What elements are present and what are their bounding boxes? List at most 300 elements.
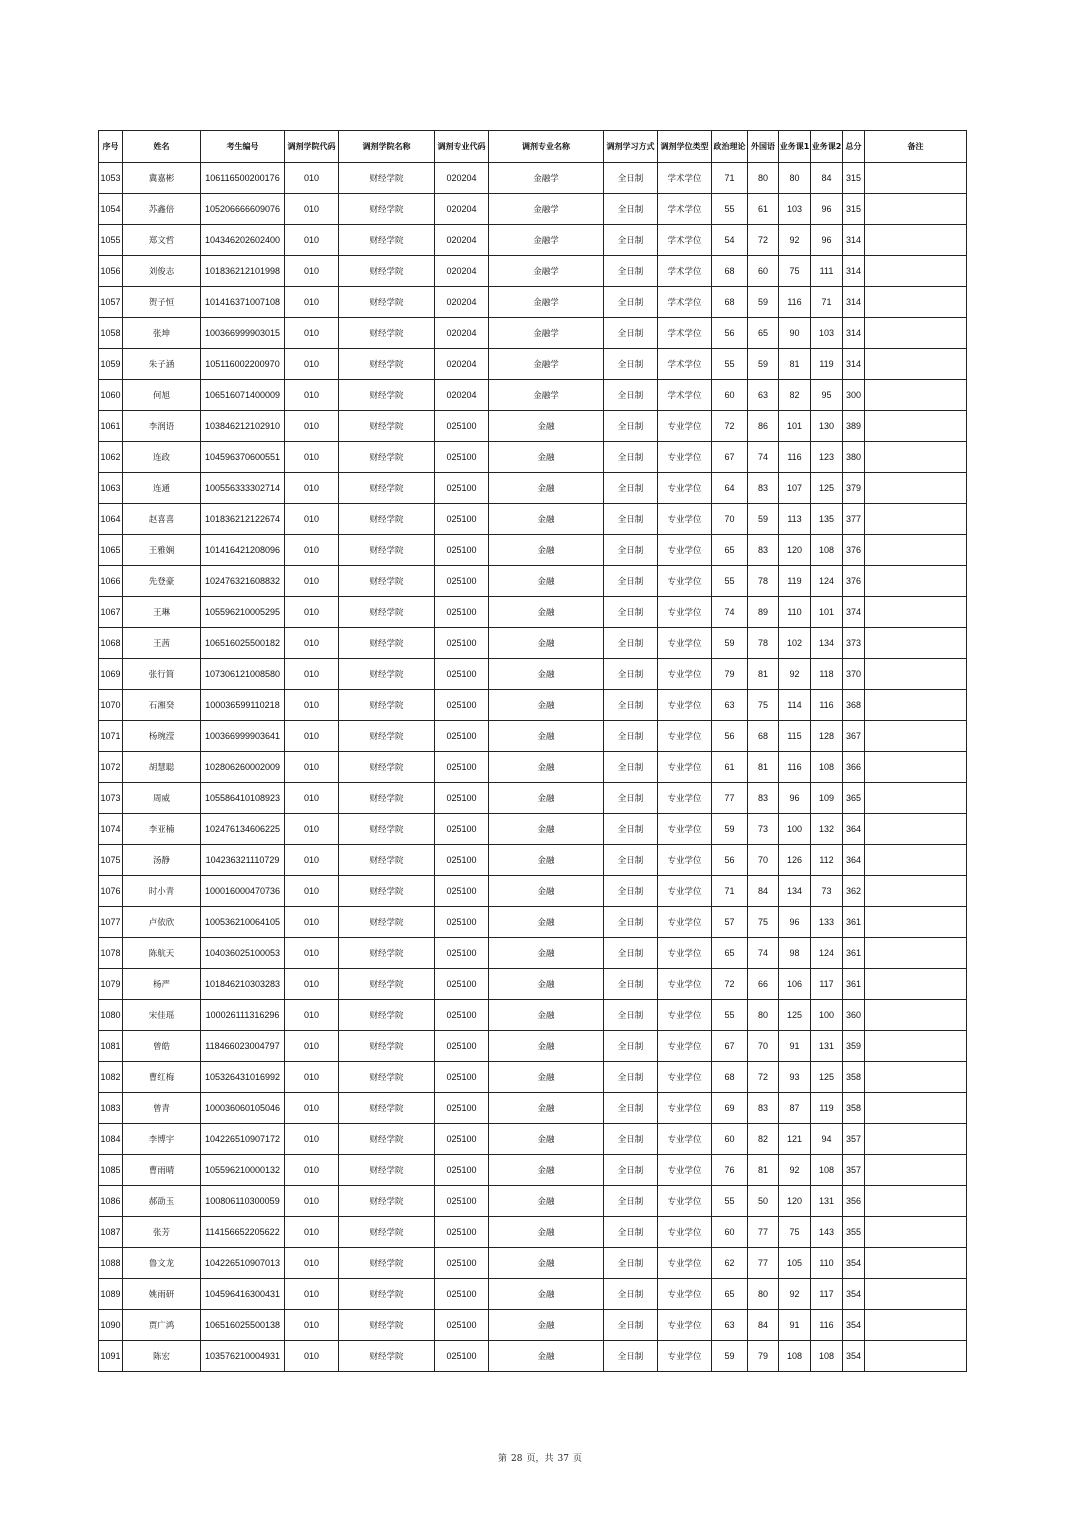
cell-remarks — [865, 1062, 967, 1093]
cell-college-name: 财经学院 — [339, 256, 435, 287]
cell-study-mode: 全日制 — [604, 1124, 658, 1155]
cell-degree-type: 专业学位 — [658, 876, 712, 907]
cell-politics: 65 — [712, 1279, 748, 1310]
cell-seq: 1053 — [99, 163, 123, 194]
cell-remarks — [865, 721, 967, 752]
cell-course-2: 135 — [811, 504, 843, 535]
cell-major-name: 金融学 — [489, 225, 604, 256]
cell-major-code: 025100 — [435, 566, 489, 597]
cell-study-mode: 全日制 — [604, 1279, 658, 1310]
cell-major-name: 金融 — [489, 876, 604, 907]
cell-major-code: 025100 — [435, 969, 489, 1000]
cell-politics: 56 — [712, 845, 748, 876]
cell-remarks — [865, 1093, 967, 1124]
cell-major-code: 025100 — [435, 690, 489, 721]
cell-major-code: 025100 — [435, 473, 489, 504]
cell-major-name: 金融 — [489, 783, 604, 814]
cell-college-name: 财经学院 — [339, 318, 435, 349]
cell-seq: 1055 — [99, 225, 123, 256]
cell-exam-id: 100366999903641 — [201, 721, 285, 752]
cell-politics: 60 — [712, 1217, 748, 1248]
cell-foreign-lang: 79 — [748, 1341, 779, 1372]
cell-politics: 70 — [712, 504, 748, 535]
cell-course-2: 110 — [811, 1248, 843, 1279]
cell-name: 卢依欣 — [123, 907, 201, 938]
cell-name: 周威 — [123, 783, 201, 814]
admissions-table — [98, 130, 967, 1372]
cell-politics: 79 — [712, 659, 748, 690]
cell-politics: 72 — [712, 969, 748, 1000]
cell-remarks — [865, 225, 967, 256]
cell-exam-id: 107306121008580 — [201, 659, 285, 690]
cell-total: 389 — [843, 411, 865, 442]
cell-seq: 1079 — [99, 969, 123, 1000]
cell-foreign-lang: 80 — [748, 163, 779, 194]
cell-major-name: 金融 — [489, 442, 604, 473]
cell-foreign-lang: 78 — [748, 628, 779, 659]
cell-college-code: 010 — [285, 1000, 339, 1031]
cell-course-2: 71 — [811, 287, 843, 318]
cell-degree-type: 专业学位 — [658, 721, 712, 752]
cell-remarks — [865, 163, 967, 194]
cell-foreign-lang: 61 — [748, 194, 779, 225]
cell-major-name: 金融 — [489, 814, 604, 845]
table-row — [99, 783, 967, 814]
cell-degree-type: 专业学位 — [658, 1062, 712, 1093]
cell-major-name: 金融 — [489, 566, 604, 597]
cell-seq: 1075 — [99, 845, 123, 876]
cell-name: 贾广鸿 — [123, 1310, 201, 1341]
cell-foreign-lang: 70 — [748, 845, 779, 876]
cell-politics: 55 — [712, 1186, 748, 1217]
cell-study-mode: 全日制 — [604, 783, 658, 814]
cell-remarks — [865, 1310, 967, 1341]
cell-major-name: 金融 — [489, 597, 604, 628]
cell-study-mode: 全日制 — [604, 752, 658, 783]
cell-study-mode: 全日制 — [604, 814, 658, 845]
cell-study-mode: 全日制 — [604, 845, 658, 876]
cell-name: 先登豪 — [123, 566, 201, 597]
cell-major-code: 020204 — [435, 225, 489, 256]
cell-study-mode: 全日制 — [604, 1341, 658, 1372]
cell-name: 赵喜喜 — [123, 504, 201, 535]
cell-college-name: 财经学院 — [339, 1248, 435, 1279]
table-row — [99, 256, 967, 287]
cell-foreign-lang: 77 — [748, 1248, 779, 1279]
cell-degree-type: 专业学位 — [658, 473, 712, 504]
cell-exam-id: 101846210303283 — [201, 969, 285, 1000]
cell-major-code: 020204 — [435, 318, 489, 349]
cell-course-2: 73 — [811, 876, 843, 907]
cell-college-code: 010 — [285, 876, 339, 907]
cell-foreign-lang: 75 — [748, 690, 779, 721]
cell-remarks — [865, 969, 967, 1000]
cell-politics: 56 — [712, 318, 748, 349]
cell-seq: 1065 — [99, 535, 123, 566]
cell-remarks — [865, 1341, 967, 1372]
cell-degree-type: 学术学位 — [658, 349, 712, 380]
table-row — [99, 1248, 967, 1279]
cell-foreign-lang: 82 — [748, 1124, 779, 1155]
cell-remarks — [865, 349, 967, 380]
cell-seq: 1073 — [99, 783, 123, 814]
cell-remarks — [865, 907, 967, 938]
cell-major-name: 金融 — [489, 752, 604, 783]
cell-college-code: 010 — [285, 721, 339, 752]
cell-college-code: 010 — [285, 1186, 339, 1217]
cell-college-code: 010 — [285, 1031, 339, 1062]
cell-major-name: 金融 — [489, 628, 604, 659]
cell-remarks — [865, 1248, 967, 1279]
cell-remarks — [865, 411, 967, 442]
cell-major-name: 金融 — [489, 1124, 604, 1155]
cell-college-code: 010 — [285, 690, 339, 721]
cell-foreign-lang: 70 — [748, 1031, 779, 1062]
cell-exam-id: 100536210064105 — [201, 907, 285, 938]
cell-total: 356 — [843, 1186, 865, 1217]
cell-degree-type: 专业学位 — [658, 659, 712, 690]
cell-course-1: 125 — [779, 1000, 811, 1031]
cell-degree-type: 专业学位 — [658, 845, 712, 876]
cell-course-2: 133 — [811, 907, 843, 938]
cell-name: 李润语 — [123, 411, 201, 442]
header-college-name: 调剂学院名称 — [339, 131, 435, 163]
cell-name: 张芳 — [123, 1217, 201, 1248]
cell-remarks — [865, 1186, 967, 1217]
cell-seq: 1086 — [99, 1186, 123, 1217]
cell-college-name: 财经学院 — [339, 411, 435, 442]
cell-name: 姚雨研 — [123, 1279, 201, 1310]
cell-seq: 1069 — [99, 659, 123, 690]
cell-course-1: 108 — [779, 1341, 811, 1372]
table-row — [99, 1217, 967, 1248]
cell-major-code: 020204 — [435, 349, 489, 380]
cell-course-1: 113 — [779, 504, 811, 535]
cell-study-mode: 全日制 — [604, 1062, 658, 1093]
cell-degree-type: 专业学位 — [658, 1124, 712, 1155]
cell-total: 354 — [843, 1279, 865, 1310]
cell-college-code: 010 — [285, 566, 339, 597]
cell-major-code: 025100 — [435, 1310, 489, 1341]
cell-total: 364 — [843, 814, 865, 845]
cell-name: 郑文哲 — [123, 225, 201, 256]
cell-college-name: 财经学院 — [339, 597, 435, 628]
cell-politics: 63 — [712, 690, 748, 721]
cell-major-code: 025100 — [435, 845, 489, 876]
cell-exam-id: 104036025100053 — [201, 938, 285, 969]
cell-total: 354 — [843, 1248, 865, 1279]
header-total: 总分 — [843, 131, 865, 163]
cell-exam-id: 105586410108923 — [201, 783, 285, 814]
cell-degree-type: 专业学位 — [658, 783, 712, 814]
cell-major-code: 025100 — [435, 1341, 489, 1372]
cell-course-2: 117 — [811, 969, 843, 1000]
cell-remarks — [865, 783, 967, 814]
cell-study-mode: 全日制 — [604, 504, 658, 535]
cell-college-code: 010 — [285, 628, 339, 659]
cell-seq: 1088 — [99, 1248, 123, 1279]
cell-study-mode: 全日制 — [604, 1248, 658, 1279]
cell-politics: 56 — [712, 721, 748, 752]
cell-college-code: 010 — [285, 1248, 339, 1279]
cell-course-1: 92 — [779, 1279, 811, 1310]
cell-degree-type: 学术学位 — [658, 318, 712, 349]
cell-exam-id: 105116002200970 — [201, 349, 285, 380]
cell-major-code: 025100 — [435, 814, 489, 845]
cell-remarks — [865, 845, 967, 876]
cell-college-code: 010 — [285, 907, 339, 938]
cell-seq: 1082 — [99, 1062, 123, 1093]
table-row — [99, 845, 967, 876]
cell-study-mode: 全日制 — [604, 1217, 658, 1248]
cell-politics: 61 — [712, 752, 748, 783]
cell-college-name: 财经学院 — [339, 163, 435, 194]
cell-study-mode: 全日制 — [604, 442, 658, 473]
cell-name: 朱子涵 — [123, 349, 201, 380]
cell-politics: 55 — [712, 566, 748, 597]
cell-foreign-lang: 59 — [748, 349, 779, 380]
cell-exam-id: 105596210000132 — [201, 1155, 285, 1186]
cell-seq: 1068 — [99, 628, 123, 659]
cell-study-mode: 全日制 — [604, 1031, 658, 1062]
cell-college-code: 010 — [285, 349, 339, 380]
cell-exam-id: 103576210004931 — [201, 1341, 285, 1372]
header-study-mode: 调剂学习方式 — [604, 131, 658, 163]
cell-study-mode: 全日制 — [604, 628, 658, 659]
cell-seq: 1080 — [99, 1000, 123, 1031]
cell-name: 宋佳瑶 — [123, 1000, 201, 1031]
cell-exam-id: 100366999903015 — [201, 318, 285, 349]
cell-course-2: 116 — [811, 690, 843, 721]
cell-politics: 67 — [712, 1031, 748, 1062]
cell-course-1: 101 — [779, 411, 811, 442]
cell-exam-id: 105206666609076 — [201, 194, 285, 225]
cell-course-2: 125 — [811, 473, 843, 504]
cell-politics: 68 — [712, 1062, 748, 1093]
cell-major-name: 金融 — [489, 907, 604, 938]
cell-college-name: 财经学院 — [339, 1093, 435, 1124]
cell-exam-id: 100036599110218 — [201, 690, 285, 721]
cell-college-code: 010 — [285, 1279, 339, 1310]
cell-course-1: 92 — [779, 1155, 811, 1186]
cell-major-name: 金融学 — [489, 287, 604, 318]
cell-seq: 1071 — [99, 721, 123, 752]
cell-politics: 55 — [712, 194, 748, 225]
cell-degree-type: 专业学位 — [658, 1186, 712, 1217]
cell-exam-id: 114156652205622 — [201, 1217, 285, 1248]
cell-politics: 69 — [712, 1093, 748, 1124]
cell-foreign-lang: 73 — [748, 814, 779, 845]
cell-total: 314 — [843, 256, 865, 287]
cell-foreign-lang: 84 — [748, 876, 779, 907]
cell-course-1: 75 — [779, 1217, 811, 1248]
cell-exam-id: 106116500200176 — [201, 163, 285, 194]
cell-foreign-lang: 86 — [748, 411, 779, 442]
cell-degree-type: 专业学位 — [658, 752, 712, 783]
cell-degree-type: 学术学位 — [658, 256, 712, 287]
cell-college-name: 财经学院 — [339, 907, 435, 938]
cell-degree-type: 专业学位 — [658, 1155, 712, 1186]
cell-major-name: 金融 — [489, 1217, 604, 1248]
footer-total-pages: 37 — [557, 1454, 569, 1464]
cell-foreign-lang: 59 — [748, 287, 779, 318]
cell-college-code: 010 — [285, 287, 339, 318]
cell-course-1: 92 — [779, 225, 811, 256]
cell-course-1: 116 — [779, 752, 811, 783]
cell-college-code: 010 — [285, 442, 339, 473]
cell-college-code: 010 — [285, 659, 339, 690]
cell-exam-id: 100556333302714 — [201, 473, 285, 504]
cell-total: 377 — [843, 504, 865, 535]
cell-major-name: 金融 — [489, 411, 604, 442]
cell-study-mode: 全日制 — [604, 473, 658, 504]
cell-study-mode: 全日制 — [604, 349, 658, 380]
cell-seq: 1076 — [99, 876, 123, 907]
table-row — [99, 1093, 967, 1124]
table-row — [99, 473, 967, 504]
cell-course-2: 101 — [811, 597, 843, 628]
cell-exam-id: 105596210005295 — [201, 597, 285, 628]
cell-foreign-lang: 77 — [748, 1217, 779, 1248]
cell-name: 陈宏 — [123, 1341, 201, 1372]
cell-major-code: 020204 — [435, 380, 489, 411]
cell-politics: 71 — [712, 876, 748, 907]
cell-total: 355 — [843, 1217, 865, 1248]
cell-college-name: 财经学院 — [339, 938, 435, 969]
table-row — [99, 1186, 967, 1217]
table-row — [99, 442, 967, 473]
cell-seq: 1059 — [99, 349, 123, 380]
table-row — [99, 721, 967, 752]
cell-study-mode: 全日制 — [604, 535, 658, 566]
cell-name: 鲁文龙 — [123, 1248, 201, 1279]
cell-study-mode: 全日制 — [604, 256, 658, 287]
cell-name: 苏鑫倍 — [123, 194, 201, 225]
cell-course-1: 134 — [779, 876, 811, 907]
cell-college-code: 010 — [285, 969, 339, 1000]
table-row — [99, 1341, 967, 1372]
cell-degree-type: 专业学位 — [658, 535, 712, 566]
cell-major-name: 金融 — [489, 1279, 604, 1310]
cell-seq: 1091 — [99, 1341, 123, 1372]
cell-degree-type: 专业学位 — [658, 907, 712, 938]
cell-degree-type: 专业学位 — [658, 504, 712, 535]
cell-college-code: 010 — [285, 1341, 339, 1372]
cell-degree-type: 学术学位 — [658, 194, 712, 225]
cell-remarks — [865, 752, 967, 783]
cell-study-mode: 全日制 — [604, 690, 658, 721]
cell-course-2: 100 — [811, 1000, 843, 1031]
cell-name: 李博宇 — [123, 1124, 201, 1155]
cell-foreign-lang: 74 — [748, 938, 779, 969]
cell-college-name: 财经学院 — [339, 1031, 435, 1062]
table-row — [99, 225, 967, 256]
cell-course-1: 102 — [779, 628, 811, 659]
cell-degree-type: 专业学位 — [658, 1248, 712, 1279]
cell-major-name: 金融 — [489, 721, 604, 752]
header-major-name: 调剂专业名称 — [489, 131, 604, 163]
table-row — [99, 287, 967, 318]
cell-course-2: 108 — [811, 535, 843, 566]
table-row — [99, 597, 967, 628]
cell-study-mode: 全日制 — [604, 1155, 658, 1186]
cell-foreign-lang: 81 — [748, 659, 779, 690]
header-foreign-lang: 外国语 — [748, 131, 779, 163]
cell-foreign-lang: 74 — [748, 442, 779, 473]
cell-study-mode: 全日制 — [604, 163, 658, 194]
cell-course-2: 131 — [811, 1186, 843, 1217]
cell-college-code: 010 — [285, 194, 339, 225]
cell-name: 陈航天 — [123, 938, 201, 969]
cell-exam-id: 104346202602400 — [201, 225, 285, 256]
cell-major-name: 金融 — [489, 969, 604, 1000]
cell-remarks — [865, 876, 967, 907]
table-row — [99, 969, 967, 1000]
cell-college-name: 财经学院 — [339, 721, 435, 752]
cell-course-2: 116 — [811, 1310, 843, 1341]
cell-foreign-lang: 75 — [748, 907, 779, 938]
cell-exam-id: 100036060105046 — [201, 1093, 285, 1124]
cell-course-2: 103 — [811, 318, 843, 349]
cell-remarks — [865, 535, 967, 566]
cell-major-name: 金融 — [489, 1062, 604, 1093]
cell-major-name: 金融学 — [489, 194, 604, 225]
cell-degree-type: 专业学位 — [658, 1031, 712, 1062]
cell-study-mode: 全日制 — [604, 1310, 658, 1341]
cell-college-name: 财经学院 — [339, 659, 435, 690]
cell-foreign-lang: 66 — [748, 969, 779, 1000]
cell-seq: 1084 — [99, 1124, 123, 1155]
cell-college-name: 财经学院 — [339, 1217, 435, 1248]
cell-college-name: 财经学院 — [339, 876, 435, 907]
cell-course-1: 126 — [779, 845, 811, 876]
cell-major-name: 金融 — [489, 1310, 604, 1341]
cell-seq: 1072 — [99, 752, 123, 783]
cell-course-2: 95 — [811, 380, 843, 411]
cell-name: 连政 — [123, 442, 201, 473]
footer-prefix: 第 — [498, 1454, 508, 1464]
table-row — [99, 1124, 967, 1155]
cell-college-code: 010 — [285, 1093, 339, 1124]
cell-major-code: 020204 — [435, 287, 489, 318]
table-row — [99, 1000, 967, 1031]
cell-college-code: 010 — [285, 814, 339, 845]
cell-course-2: 124 — [811, 566, 843, 597]
cell-course-2: 112 — [811, 845, 843, 876]
cell-course-1: 96 — [779, 783, 811, 814]
cell-major-code: 025100 — [435, 1248, 489, 1279]
cell-degree-type: 专业学位 — [658, 442, 712, 473]
cell-course-1: 98 — [779, 938, 811, 969]
cell-politics: 59 — [712, 1341, 748, 1372]
cell-remarks — [865, 442, 967, 473]
table-row — [99, 504, 967, 535]
cell-seq: 1090 — [99, 1310, 123, 1341]
cell-politics: 65 — [712, 938, 748, 969]
cell-course-2: 124 — [811, 938, 843, 969]
cell-remarks — [865, 1217, 967, 1248]
cell-college-name: 财经学院 — [339, 535, 435, 566]
cell-politics: 54 — [712, 225, 748, 256]
cell-remarks — [865, 1031, 967, 1062]
cell-study-mode: 全日制 — [604, 225, 658, 256]
cell-study-mode: 全日制 — [604, 1000, 658, 1031]
cell-seq: 1083 — [99, 1093, 123, 1124]
cell-remarks — [865, 194, 967, 225]
cell-total: 376 — [843, 566, 865, 597]
cell-exam-id: 106516025500182 — [201, 628, 285, 659]
table-row — [99, 1031, 967, 1062]
